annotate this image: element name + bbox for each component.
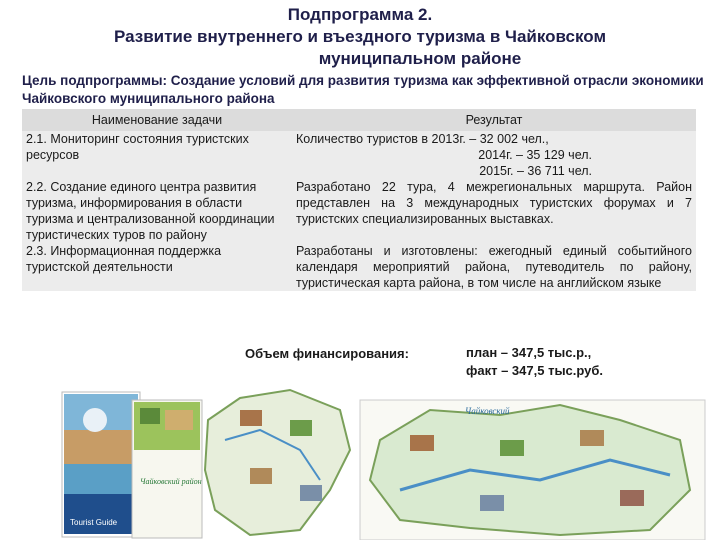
slide-title-line2: Развитие внутреннего и въездного туризма в Чайковском xyxy=(113,27,607,46)
table-row xyxy=(22,243,696,291)
header-task: Наименование задачи xyxy=(22,109,292,131)
task-cell: 2.3. Информационная поддержка туристской деятельности xyxy=(22,243,292,291)
table-header-row xyxy=(22,109,696,131)
map-title: Чайковский xyxy=(465,406,510,416)
financing-label: Объем финансирования: xyxy=(245,346,409,361)
task-cell: 2.1. Мониторинг состояния туристских ресурсов xyxy=(22,131,292,179)
result-cell xyxy=(292,131,696,179)
slide-title-line1: Подпрограмма 2. xyxy=(287,5,433,24)
booklet-cover-text: Tourist Guide xyxy=(70,518,118,527)
district-map-2 xyxy=(360,400,705,540)
result-line: 2015г. – 36 711 чел. xyxy=(479,164,592,178)
result-cell: Разработано 22 тура, 4 межрегиональных маршрута. Район представлен на 3 международных туристских форумах и 7 туристских специализированных выставках. xyxy=(292,179,696,243)
district-map-1 xyxy=(205,390,350,535)
result-line: Количество туристов в 2013г. – 32 002 чел., xyxy=(296,132,549,146)
task-cell: 2.2. Создание единого центра развития туризма, информирования в области туризма и централизованной координации туристических туров по району xyxy=(22,179,292,243)
result-line: 2014г. – 35 129 чел. xyxy=(478,148,592,162)
financing-plan: план – 347,5 тыс.р., xyxy=(466,345,592,360)
table-row xyxy=(22,179,696,243)
financing-fact: факт – 347,5 тыс.руб. xyxy=(466,363,604,378)
booklet-map-title: Чайковский район xyxy=(140,477,202,486)
program-goal: Цель подпрограммы: Создание условий для развития туризма как эффективной отрасли экономики Чайковского муниципального района xyxy=(22,73,704,106)
header-result: Результат xyxy=(292,109,696,131)
district-booklet xyxy=(132,400,202,538)
slide-title-line3: муниципальном районе xyxy=(318,49,522,68)
result-cell: Разработаны и изготовлены: ежегодный единый событийного календаря мероприятий района, путеводитель по району, туристическая карта района, в том числе на английском языке xyxy=(292,243,696,291)
tasks-table xyxy=(22,109,696,291)
tourist-guide-booklet xyxy=(62,392,140,537)
tourism-materials-image xyxy=(0,380,720,540)
table-row xyxy=(22,131,696,179)
financing-values xyxy=(466,344,603,380)
